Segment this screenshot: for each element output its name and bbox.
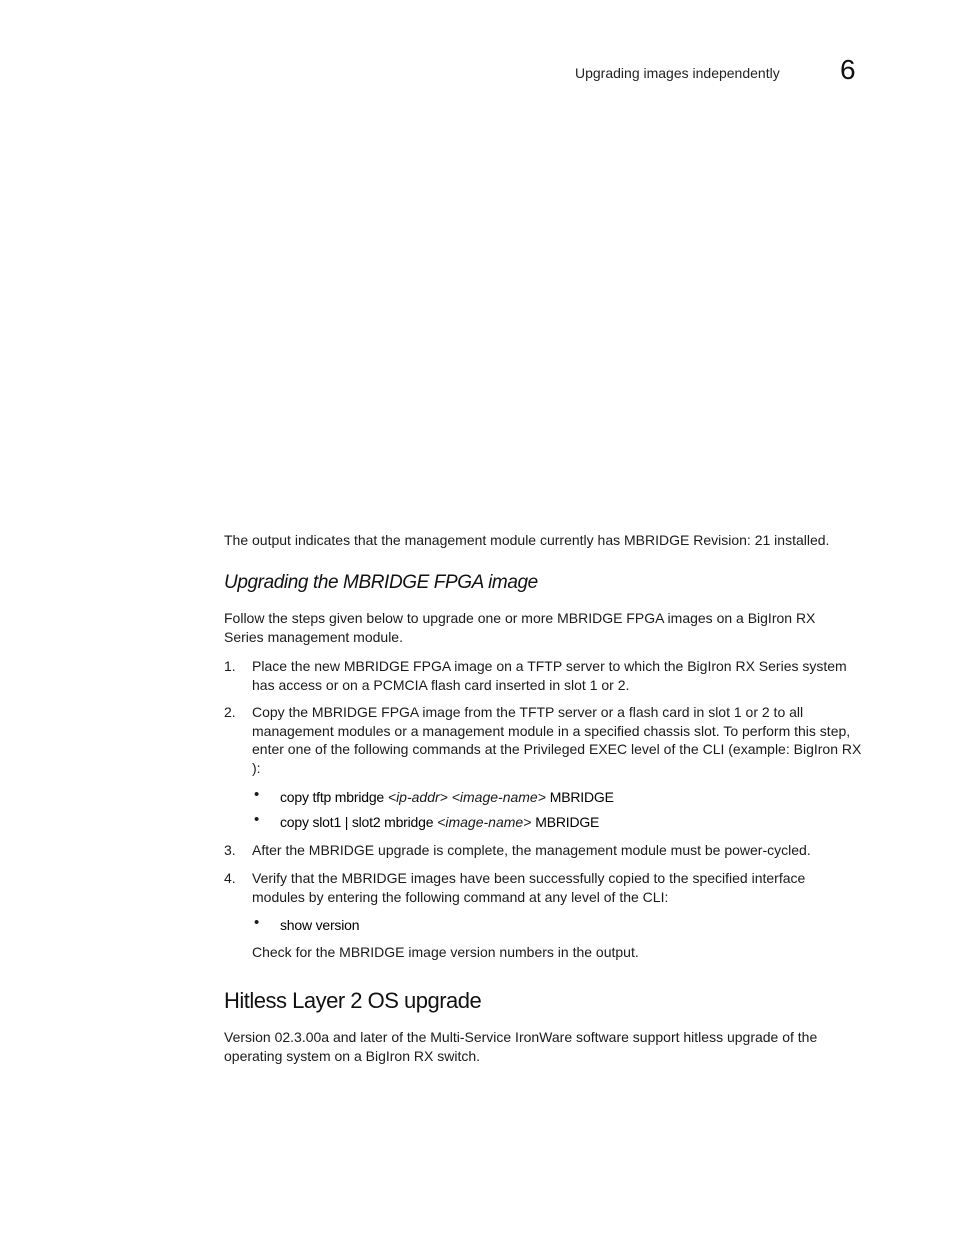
step-text: Copy the MBRIDGE FPGA image from the TFTP server or a flash card in slot 1 or 2 to all management modules or a management module in a specified chassis slot. To perform this step, enter one of the following commands at the Privileged EXEC level of the CLI (example: BigIron RX ): (252, 704, 862, 776)
command-text: show version (280, 917, 360, 933)
chapter-number: 6 (840, 54, 856, 85)
step-text: Place the new MBRIDGE FPGA image on a TFTP server to which the BigIron RX Series system has access or on a PCMCIA flash card inserted in slot 1 or 2. (252, 658, 847, 693)
bullet-icon: • (254, 786, 260, 803)
step-number: 1. (224, 658, 236, 674)
step-1 (224, 657, 864, 694)
section-title: Hitless Layer 2 OS upgrade (224, 988, 482, 1013)
command-text: copy tftp mbridge (280, 789, 384, 805)
section-paragraph: Version 02.3.00a and later of the Multi-Service IronWare software support hitless upgrade of the operating system on a BigIron RX switch. (224, 1029, 818, 1064)
command-keyword: MBRIDGE (535, 814, 600, 830)
bullet-icon: • (254, 914, 260, 931)
command-text: copy slot1 | slot2 mbridge (280, 814, 434, 830)
step-number: 3. (224, 842, 236, 858)
subsection-lead: Follow the steps given below to upgrade one or more MBRIDGE FPGA images on a BigIron RX Series management module. (224, 610, 816, 645)
step-3 (224, 841, 864, 860)
command-argument: <image-name> (437, 814, 532, 830)
step-number: 2. (224, 704, 236, 720)
command-argument: <image-name> (451, 789, 546, 805)
step-text: After the MBRIDGE upgrade is complete, the management module must be power-cycled. (252, 842, 811, 858)
running-title: Upgrading images independently (575, 65, 780, 81)
step-4 (224, 869, 844, 906)
step-text: Verify that the MBRIDGE images have been successfully copied to the specified interface modules by entering the following command at any level of the CLI: (252, 870, 806, 905)
step-number: 4. (224, 870, 236, 886)
command-bullet (254, 916, 359, 934)
step-4-note: Check for the MBRIDGE image version numbers in the output. (252, 944, 639, 960)
command-bullet (254, 813, 599, 831)
command-bullet (254, 788, 614, 806)
intro-paragraph: The output indicates that the management module currently has MBRIDGE Revision: 21 installed. (224, 532, 830, 548)
bullet-icon: • (254, 811, 260, 828)
command-argument: <ip-addr> (387, 789, 448, 805)
subsection-title: Upgrading the MBRIDGE FPGA image (224, 572, 538, 593)
command-keyword: MBRIDGE (549, 789, 614, 805)
step-2 (224, 703, 864, 777)
